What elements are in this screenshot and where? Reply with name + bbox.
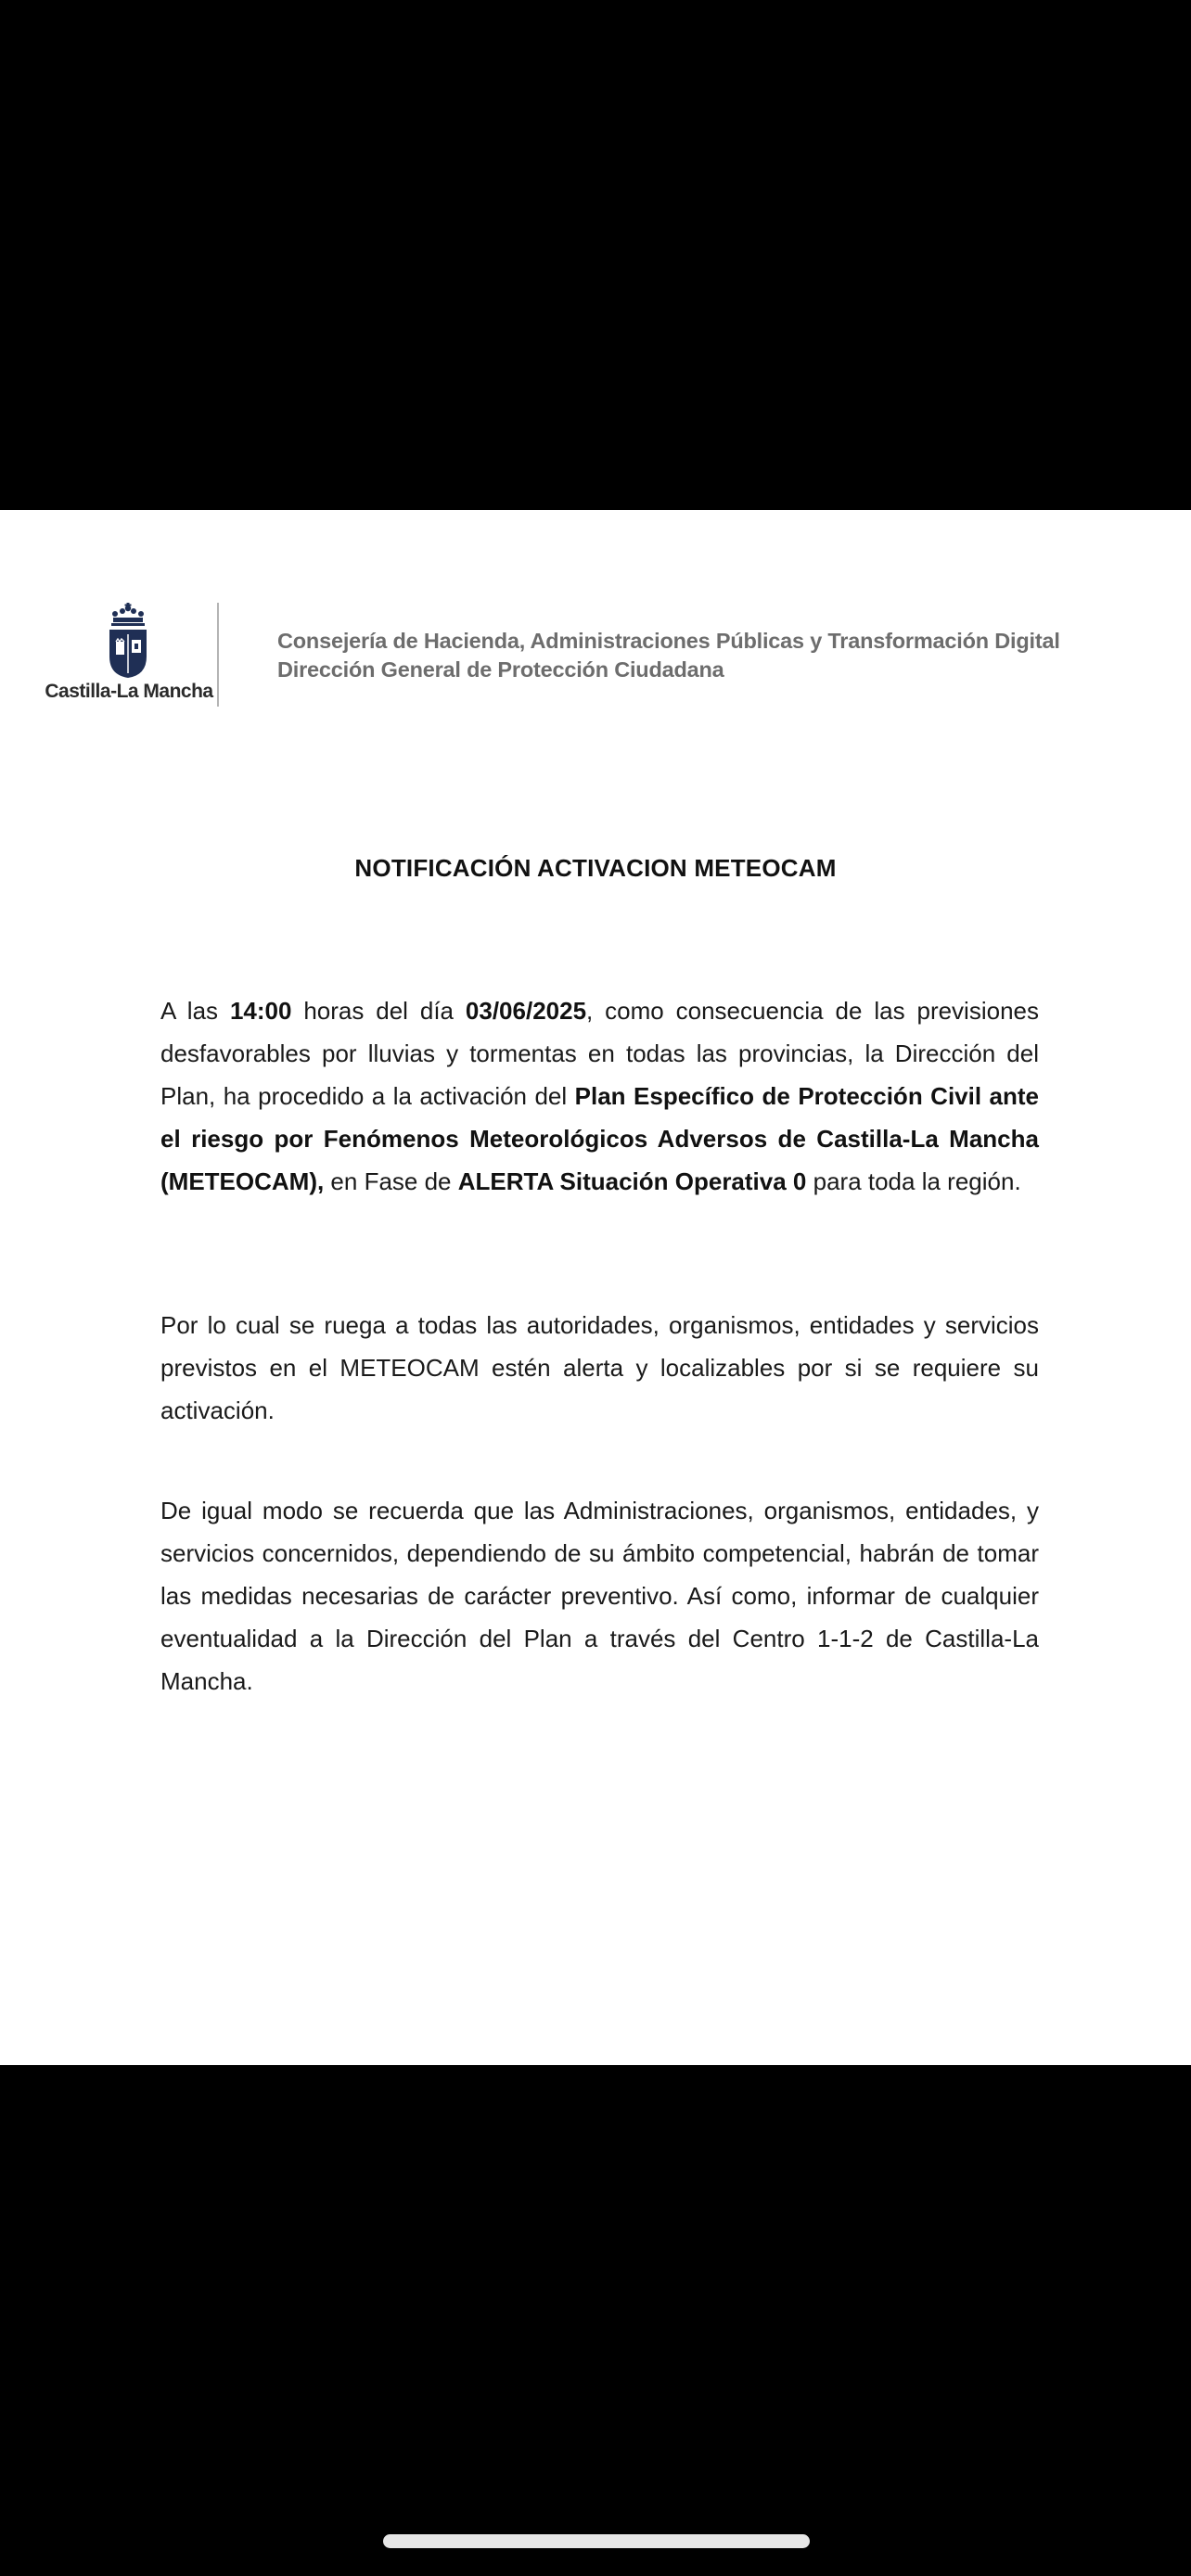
text-segment: horas del día xyxy=(291,997,466,1025)
logo-text: Castilla-La Mancha xyxy=(45,681,213,702)
document-page[interactable] xyxy=(0,510,1191,2065)
paragraph-request: Por lo cual se ruega a todas las autoridades, organismos, entidades y servicios previstos en el METEOCAM estén alerta y localizables por si se requiere su activación. xyxy=(160,1311,1039,1424)
coat-of-arms-icon xyxy=(106,603,150,679)
alert-phase: ALERTA Situación Operativa 0 xyxy=(457,1167,807,1195)
activation-date: 03/06/2025 xyxy=(465,997,587,1025)
department-name: Consejería de Hacienda, Administraciones Públicas y Transformación Digital xyxy=(277,629,1060,653)
text-segment: A las xyxy=(160,997,230,1025)
text-segment: , como consecuencia de las previsiones desfavorables por lluvias y tormentas en todas las provincias, la Dirección del Plan, ha procedido a la activación del xyxy=(160,997,1039,1110)
bottom-black-area xyxy=(0,2065,1191,2576)
activation-time: 14:00 xyxy=(229,997,292,1025)
header-divider xyxy=(217,603,219,707)
document-title: NOTIFICACIÓN ACTIVACION METEOCAM xyxy=(354,854,837,882)
directorate-name: Dirección General de Protección Ciudadana xyxy=(277,657,724,682)
paragraph-activation xyxy=(160,989,1039,1203)
logo xyxy=(45,603,213,703)
top-black-area xyxy=(0,0,1191,510)
plan-name: Plan Específico de Protección Civil ante el riesgo por Fenómenos Meteorológicos Adversos de Castilla-La Mancha (METEOCAM), xyxy=(160,1082,1039,1195)
letterhead-text xyxy=(277,627,1060,684)
text-segment: en Fase de xyxy=(324,1167,458,1195)
home-indicator[interactable] xyxy=(383,2534,810,2548)
text-segment: para toda la región. xyxy=(806,1167,1021,1195)
paragraph-reminder: De igual modo se recuerda que las Administraciones, organismos, entidades, y servicios concernidos, dependiendo de su ámbito competencial, habrán de tomar las medidas necesarias de carácter preventivo. Así como, informar de cualquier eventualidad a la Dirección del Plan a través del Centro 1-1-2 de Castilla-La Mancha. xyxy=(160,1497,1039,1695)
